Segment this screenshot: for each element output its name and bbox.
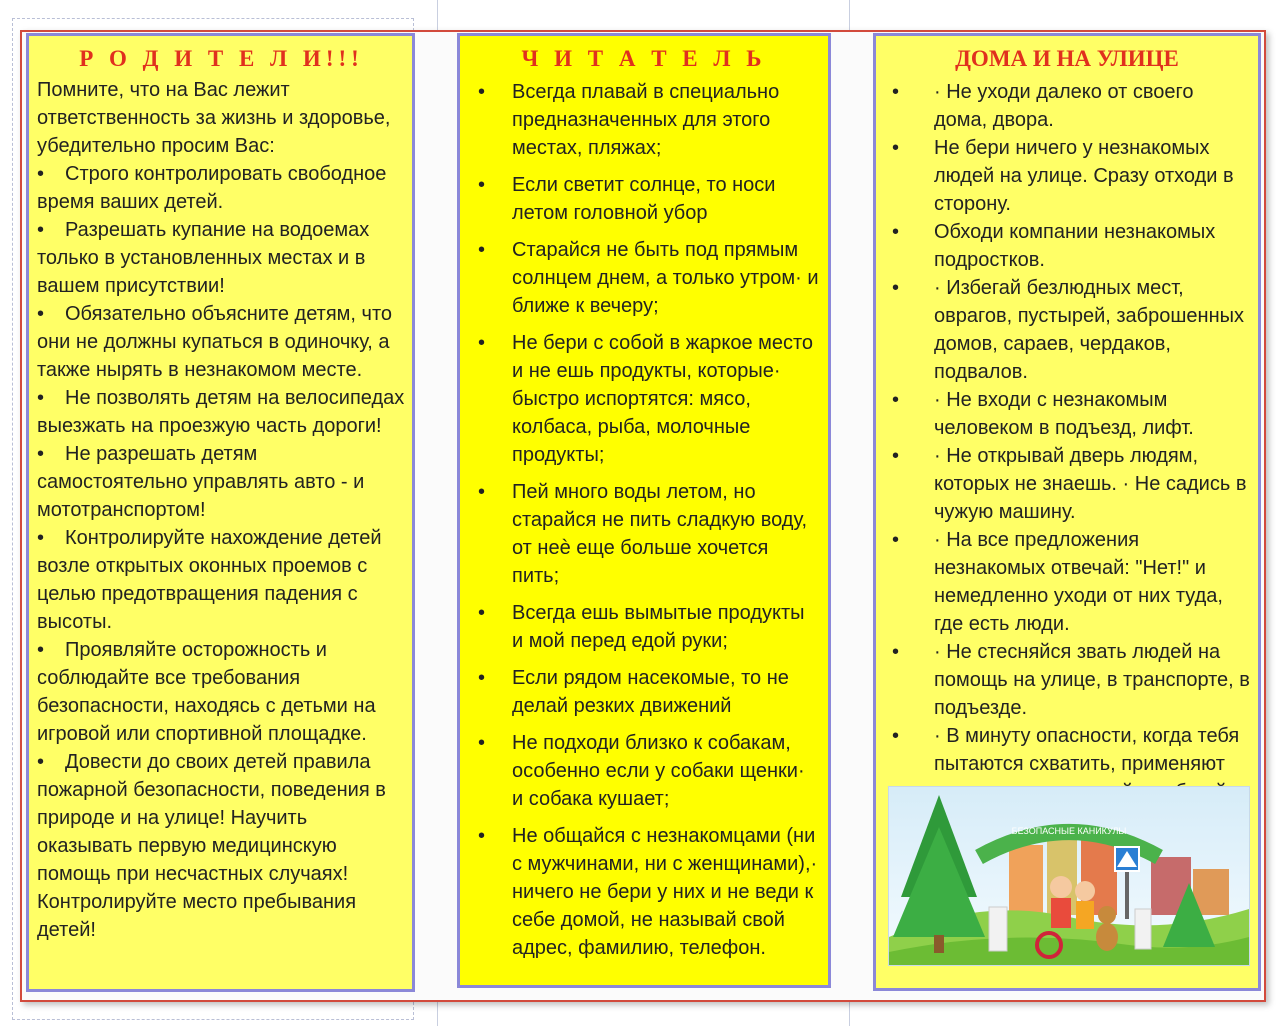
parents-title: Р О Д И Т Е Л И!!! <box>79 46 364 71</box>
list-item: • · Не стесняйся звать людей на помощь на улице, в транспорте, в подъезде. <box>892 641 1250 719</box>
gate-post <box>1135 909 1151 949</box>
list-item: • Если светит солнце, то носи летом головной убор <box>478 174 776 224</box>
list-item: • · Не входи с незнакомым человеком в подъезд, лифт. <box>892 389 1194 439</box>
parents-intro: Помните, что на Вас лежит ответственность за жизнь и здоровье, убедительно просим Вас: <box>37 79 391 157</box>
parents-list <box>37 160 406 888</box>
tree-trunk <box>934 935 944 953</box>
list-item: • · Не открывай дверь людям, которых не знаешь. · Не садись в чужую машину. <box>892 445 1247 523</box>
child-body <box>1076 901 1094 929</box>
reader-title: Ч И Т А Т Е Л Ь <box>521 46 767 71</box>
list-item: • Всегда ешь вымытые продукты и мой перед едой руки; <box>478 602 805 652</box>
child-body <box>1051 898 1071 928</box>
list-item: • Не разрешать детям самостоятельно управлять авто - и мототранспортом! <box>37 443 365 521</box>
list-item: • Не общайся с незнакомцами (ни с мужчинами, ни с женщинами),· ничего не бери у них и не веди к себе домой, не называй свой адрес, фамилию, телефон. <box>478 825 818 959</box>
list-item: • Всегда плавай в специально предназначенных для этого местах, пляжах; <box>478 81 780 159</box>
child-head <box>1050 876 1072 898</box>
list-item: • Обходи компании незнакомых подростков. <box>892 221 1216 271</box>
list-item: • · На все предложения незнакомых отвечай: "Нет!" и немедленно уходи от них туда, где есть люди. <box>892 529 1223 635</box>
list-item: • Не бери с собой в жаркое место и не ешь продукты, которые· быстро испортятся: мясо, колбаса, рыба, молочные продукты; <box>478 332 814 466</box>
list-item: • · В минуту опасности, когда тебя пытаются схватить, применяют <box>892 725 1240 775</box>
street-column <box>873 33 1261 991</box>
building <box>1009 845 1043 915</box>
list-item: • · Избегай безлюдных мест, оврагов, пустырей, заброшенных домов, сараев, чердаков, подвалов. <box>892 277 1245 383</box>
list-item: • Не подходи близко к собакам, особенно если у собаки щенки· и собака кушает; <box>478 732 805 810</box>
list-item: • Строго контролировать свободное время ваших детей. <box>37 163 387 213</box>
child-head <box>1075 881 1095 901</box>
gate-post <box>989 907 1007 951</box>
list-item: • Проявляйте осторожность и соблюдайте все требования безопасности, находясь с детьми на игровой или спортивной площадке. <box>37 639 376 745</box>
list-item: • Разрешать купание на водоемах только в установленных местах и в вашем присутствии! <box>37 219 370 297</box>
list-item: • Обязательно объясните детям, что они не должны купаться в одиночку, а также нырять в незнакомом месте. <box>37 303 393 381</box>
list-item: • Довести до своих детей правила пожарной безопасности, поведения в природе и на улице! Научить оказывать первую медицинскую помощь при несчастных случаях! <box>37 751 386 885</box>
reader-column <box>457 33 831 988</box>
parents-closing: Контролируйте место пребывания детей! <box>37 891 357 941</box>
list-item: • Контролируйте нахождение детей возле открытых оконных проемов с целью предотвращения падения с высоты. <box>37 527 382 633</box>
reader-list <box>468 78 820 962</box>
list-item: • Не бери ничего у незнакомых людей на улице. Сразу отходи в сторону. <box>892 137 1234 215</box>
banner-text: БЕЗОПАСНЫЕ КАНИКУЛЫ <box>1011 826 1127 836</box>
teddy-bear-body <box>1096 923 1118 951</box>
parents-column <box>26 33 415 992</box>
list-item: • Не позволять детям на велосипедах выезжать на проезжую часть дороги! <box>37 387 405 437</box>
list-item: • Если рядом насекомые, то не делай резких движений <box>478 667 789 717</box>
teddy-bear-head <box>1098 906 1116 924</box>
street-title: ДОМА И НА УЛИЦЕ <box>955 46 1179 71</box>
list-item: • Старайся не быть под прямым солнцем днем, а только утром· и ближе к вечеру; <box>478 239 819 317</box>
list-item: • · Не уходи далеко от своего дома, двора. <box>892 81 1194 131</box>
list-item: • Пей много воды летом, но старайся не пить сладкую воду, от неѐ еще больше хочется пить; <box>478 481 808 587</box>
safe-holidays-illustration <box>888 786 1250 966</box>
street-list <box>884 78 1250 806</box>
